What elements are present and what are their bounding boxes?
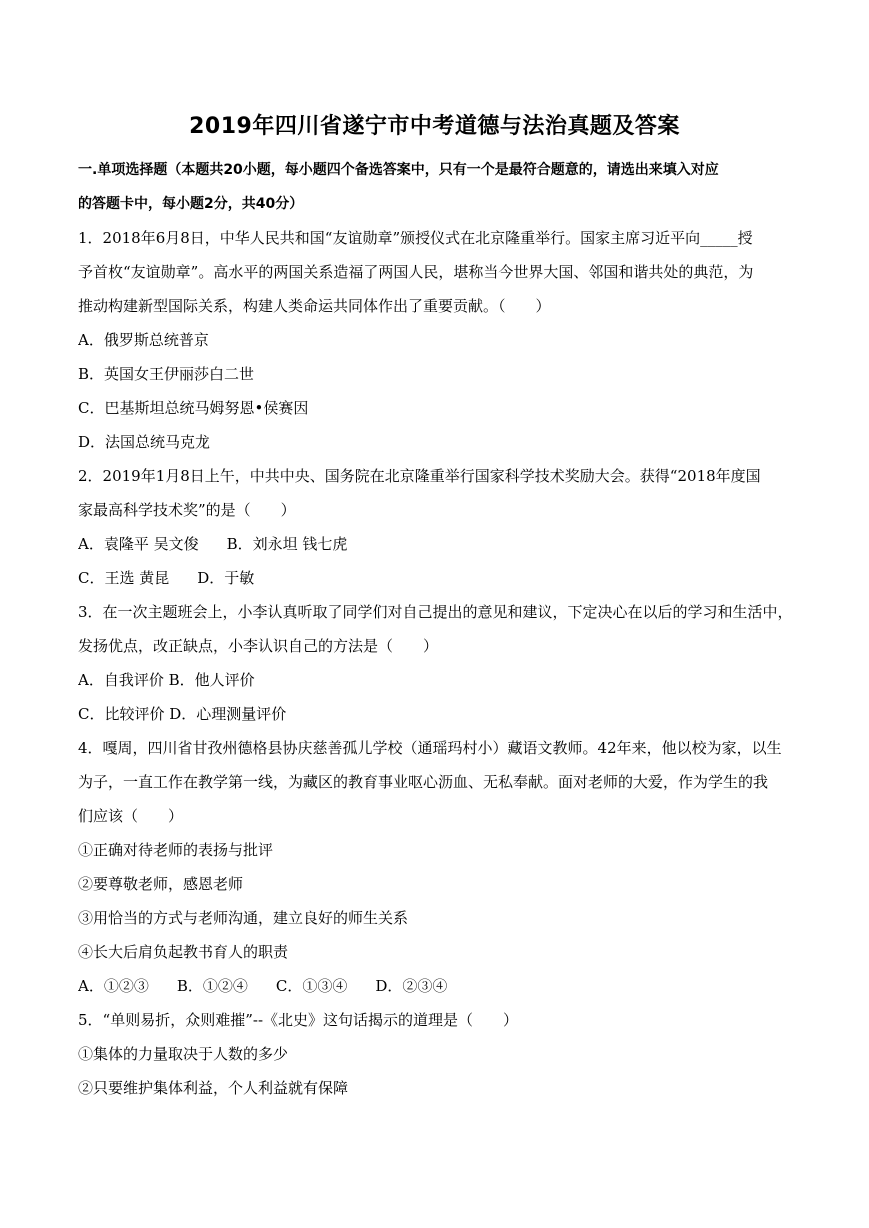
question-3-line-2: 发扬优点，改正缺点，小李认识自己的方法是（ ） [78,637,439,655]
question-1-option-a: A．俄罗斯总统普京 [78,331,209,349]
question-4-option-c: C．①③④ [275,977,348,995]
question-4-item-4: ④长大后肩负起教书育人的职责 [78,943,289,961]
question-2-option-a: A．袁隆平 吴文俊 [78,535,199,553]
section-heading-line-2: 的答题卡中，每小题2分，共40分） [78,196,304,212]
question-2-options-row-2 [78,568,794,588]
question-2-line-1: 2．2019年1月8日上午，中共中央、国务院在北京隆重举行国家科学技术奖励大会。获得“2018年度国 [78,467,761,485]
question-2-line-2: 家最高科学技术奖”的是（ ） [78,501,296,519]
question-4-option-a: A．①②③ [78,977,149,995]
question-2-option-c: C．王选 黄昆 [78,569,170,587]
question-5-line-1: 5．“单则易折，众则难摧”--《北史》这句话揭示的道理是（ ） [78,1011,519,1029]
question-2-option-d: D．于敏 [197,569,255,587]
question-4-line-1: 4．嘎周，四川省甘孜州德格县协庆慈善孤儿学校（通瑶玛村小）藏语文教师。42年来，他以校为家，以生 [78,739,782,757]
question-4-options-row [78,976,794,996]
question-2-option-b: B．刘永坦 钱七虎 [226,535,348,553]
document-title: 2019年四川省遂宁市中考道德与法治真题及答案 [189,114,680,139]
section-heading-line-1: 一.单项选择题（本题共20小题，每小题四个备选答案中，只有一个是最符合题意的，请选出来填入对应 [78,162,719,178]
question-3-options-row-1: A．自我评价 B．他人评价 [78,671,255,689]
question-4-item-2: ②要尊敬老师，感恩老师 [78,875,244,893]
question-1-option-d: D．法国总统马克龙 [78,433,211,451]
question-4-line-2: 为子，一直工作在教学第一线，为藏区的教育事业呕心沥血、无私奉献。面对老师的大爱，作为学生的我 [78,773,769,791]
question-4-line-3: 们应该（ ） [78,807,184,825]
question-1-line-1: 1．2018年6月8日，中华人民共和国“友谊勋章”颁授仪式在北京隆重举行。国家主席习近平向_____授 [78,229,753,247]
question-5-item-1: ①集体的力量取决于人数的多少 [78,1045,289,1063]
question-4-item-1: ①正确对待老师的表扬与批评 [78,841,274,859]
question-1-line-2: 予首枚“友谊勋章”。高水平的两国关系造福了两国人民，堪称当今世界大国、邻国和谐共处的典范，为 [78,263,754,281]
question-5-item-2: ②只要维护集体利益，个人利益就有保障 [78,1079,349,1097]
question-1-option-b: B．英国女王伊丽莎白二世 [78,365,255,383]
question-4-option-b: B．①②④ [176,977,248,995]
question-3-options-row-2: C．比较评价 D．心理测量评价 [78,705,287,723]
question-1-option-c: C．巴基斯坦总统马姆努恩•侯赛因 [78,399,309,417]
question-4-item-3: ③用恰当的方式与老师沟通，建立良好的师生关系 [78,909,409,927]
question-2-options-row-1 [78,534,794,554]
question-1-line-3: 推动构建新型国际关系，构建人类命运共同体作出了重要贡献。（ ） [78,297,551,315]
question-3-line-1: 3．在一次主题班会上，小李认真听取了同学们对自己提出的意见和建议，下定决心在以后的学习和生活中， [78,603,793,621]
question-4-option-d: D．②③④ [375,977,448,995]
